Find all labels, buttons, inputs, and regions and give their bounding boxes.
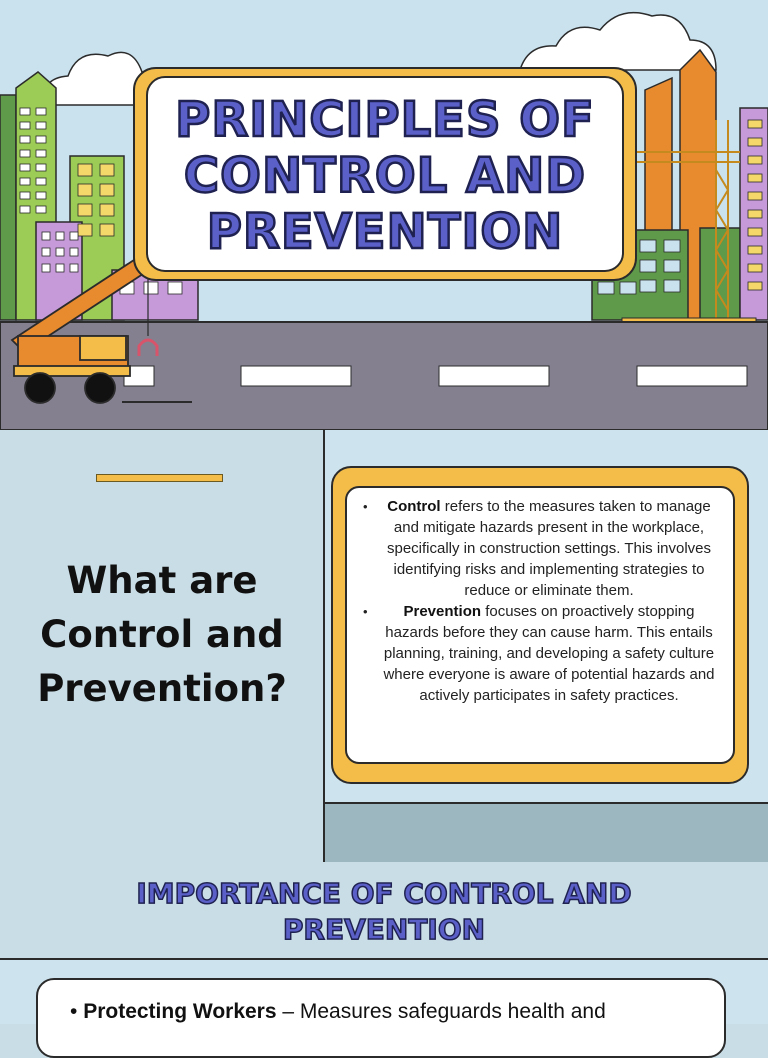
term-control: Control — [387, 498, 441, 515]
hero-illustration — [0, 0, 768, 430]
definition-card — [331, 466, 749, 784]
section-question — [0, 554, 324, 716]
term-prevention: Prevention — [403, 603, 482, 620]
list-item — [359, 496, 721, 601]
bullet-icon: • — [363, 604, 368, 619]
vertical-divider — [323, 430, 325, 862]
question-panel — [0, 430, 324, 862]
heading-line: IMPORTANCE OF CONTROL AND — [136, 877, 632, 910]
question-line: Prevention? — [37, 667, 287, 710]
bullet-icon: • — [70, 1000, 78, 1023]
list-item — [359, 601, 721, 706]
section-heading — [0, 876, 768, 948]
definition-card-body — [345, 486, 735, 764]
definition-section — [0, 430, 768, 862]
page-title — [150, 92, 620, 260]
importance-section — [0, 862, 768, 1024]
footer-strip — [325, 804, 768, 862]
question-line: Control and — [40, 613, 284, 656]
title-line: PRINCIPLES OF — [175, 92, 595, 148]
bullet-icon: • — [363, 499, 368, 514]
term-protecting-workers: Protecting Workers — [83, 1000, 277, 1023]
title-line: CONTROL AND — [183, 148, 587, 204]
importance-text: – Measures safeguards health and — [276, 1000, 606, 1023]
heading-line: PREVENTION — [282, 913, 486, 946]
definition-text: focuses on proactively stopping hazards before they can cause harm. This entails planning, training, and developing a safety culture where everyone is aware of potential hazards and actively participates in safety practices. — [383, 603, 715, 704]
definition-text: refers to the measures taken to manage and mitigate hazards present in the workplace, specifically in construction settings. This involves identifying risks and implementing strategies to reduce or eliminate them. — [386, 498, 712, 599]
question-line: What are — [66, 559, 258, 602]
list-item — [70, 999, 750, 1025]
accent-bar — [96, 474, 223, 482]
title-line: PREVENTION — [206, 204, 564, 260]
